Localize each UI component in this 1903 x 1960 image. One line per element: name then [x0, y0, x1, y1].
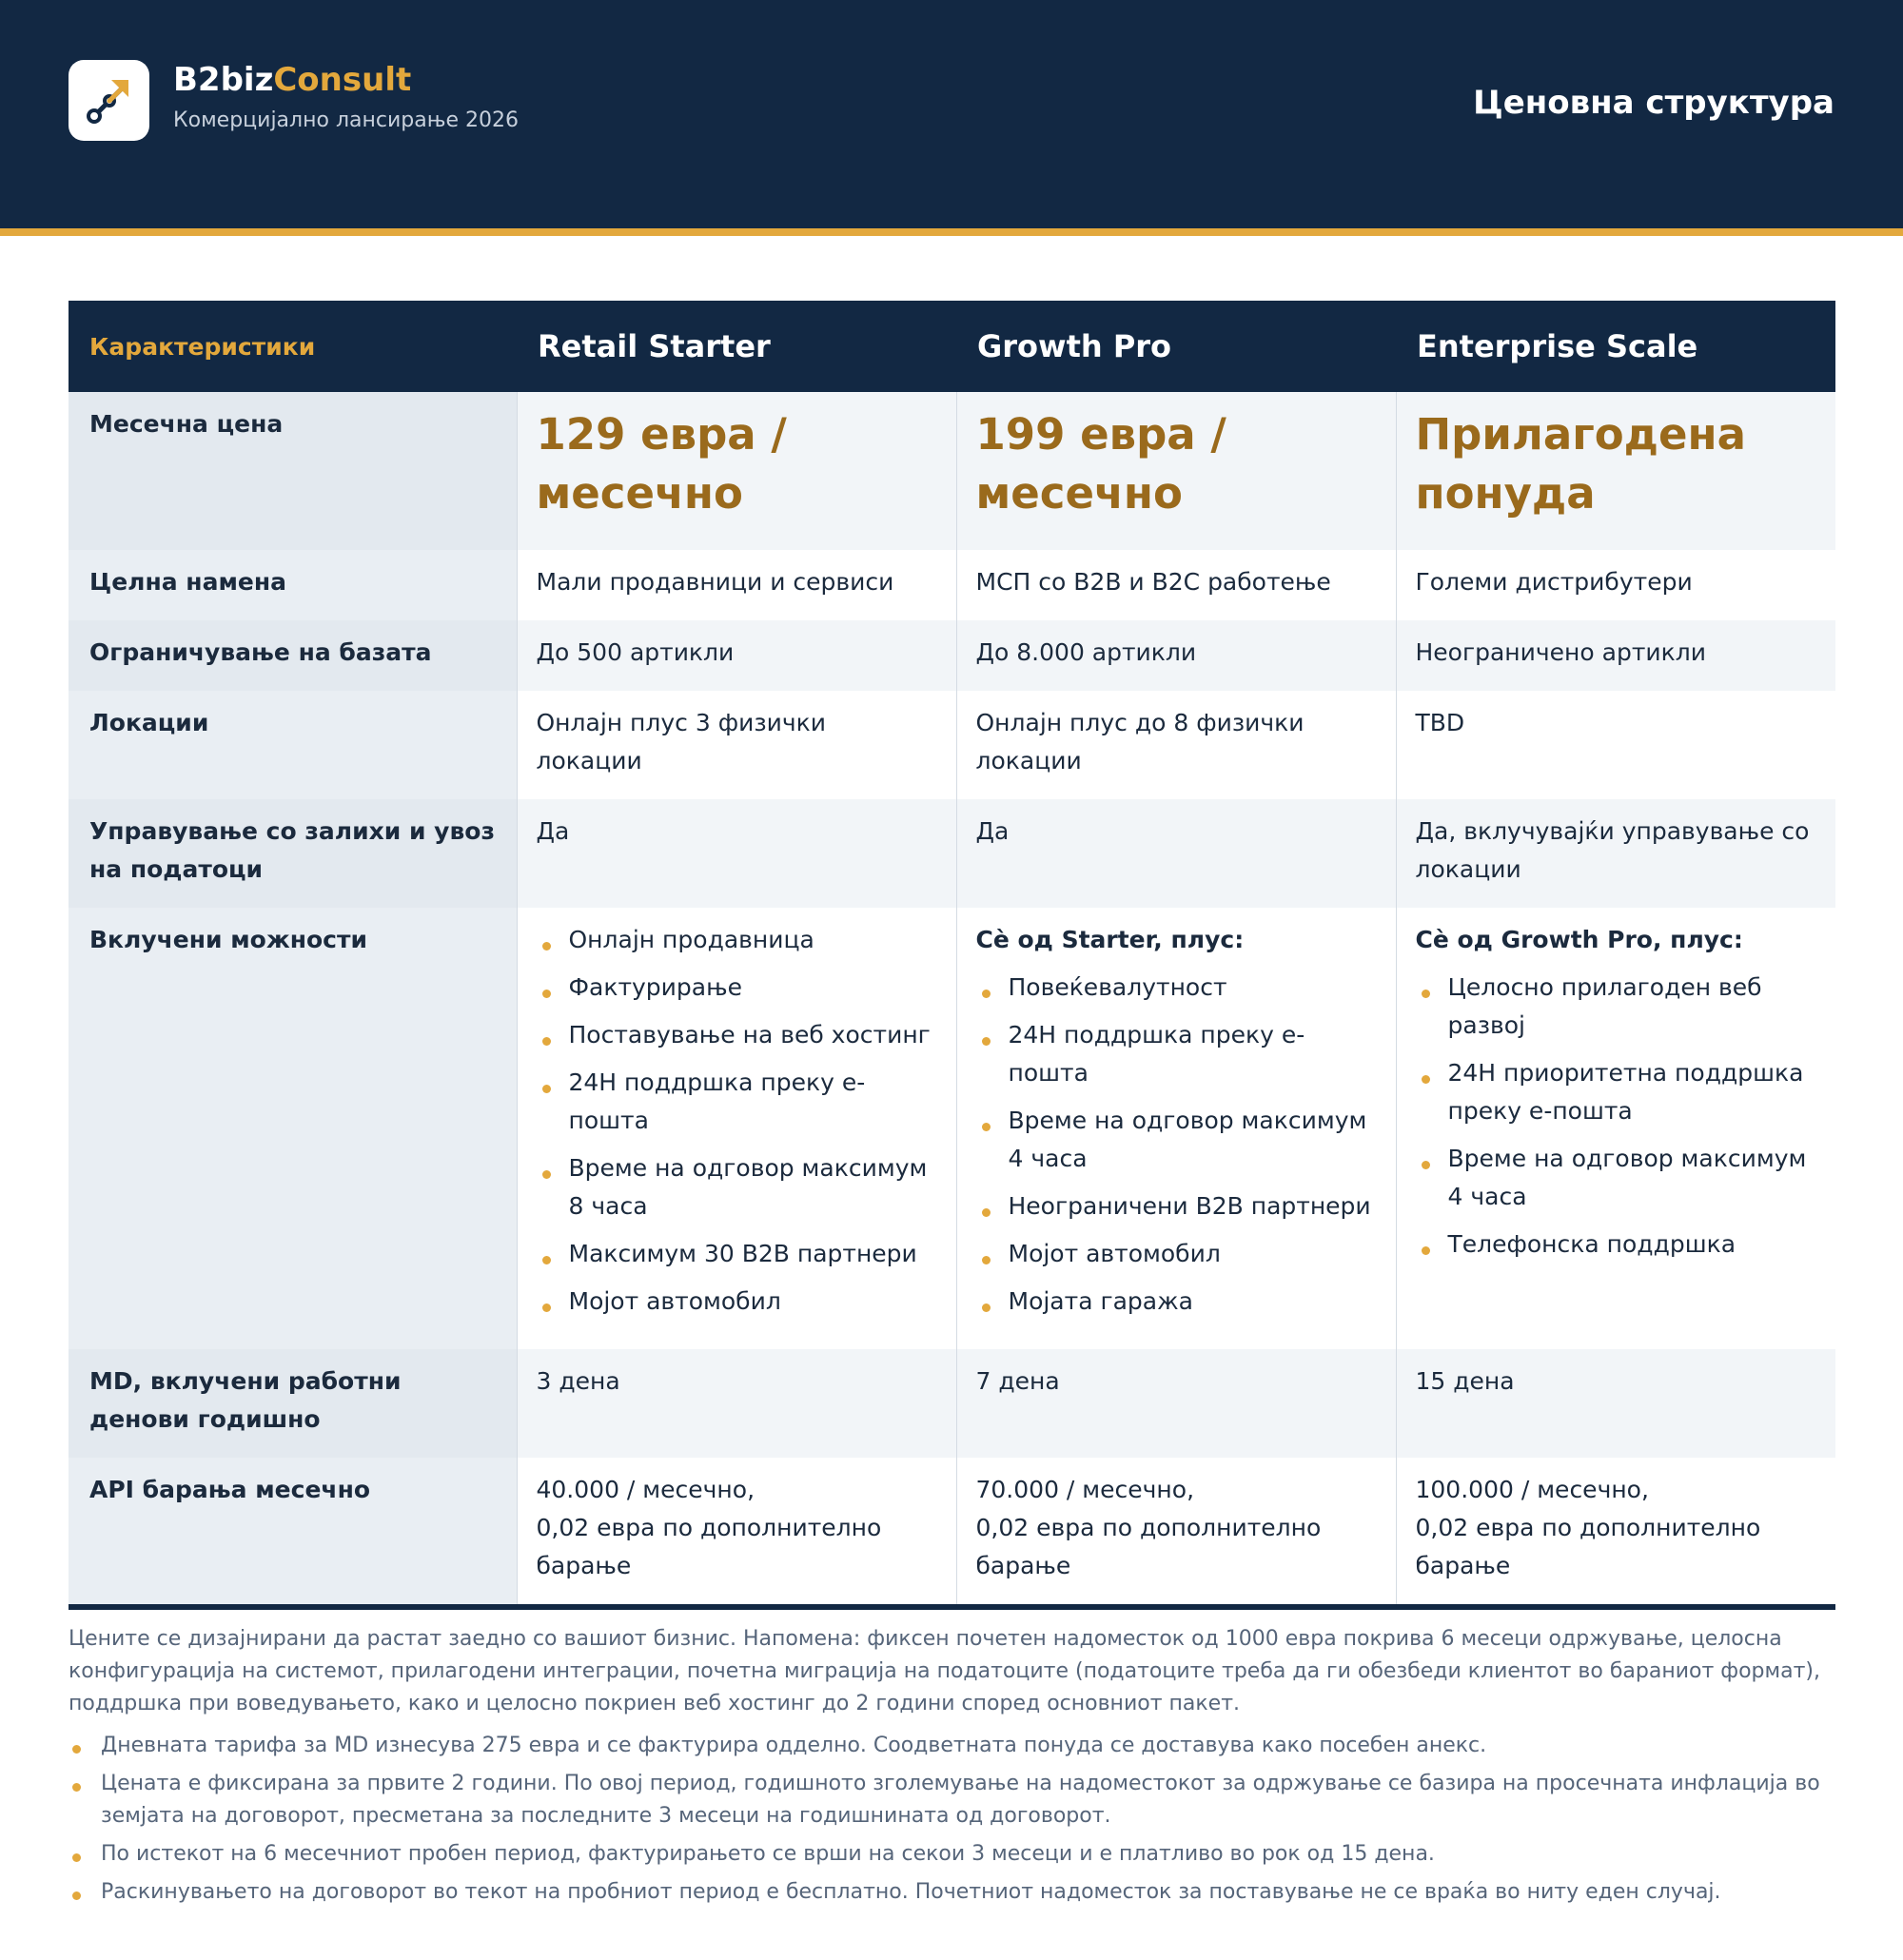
- column-header-features: Карактеристики: [69, 301, 517, 392]
- feature-list-starter: [537, 921, 937, 1321]
- table-row-inventory: [69, 799, 1835, 908]
- feature-list-intro: Сè од Growth Pro, плус:: [1415, 926, 1743, 953]
- page-title: Ценовна структура: [1473, 84, 1834, 122]
- price-value: Прилагодена понуда: [1415, 409, 1746, 519]
- pricing-table-wrapper: [69, 301, 1835, 1610]
- table-row-md-days: [69, 1349, 1835, 1458]
- api-quota: 40.000 / месечно,: [536, 1476, 755, 1503]
- list-item: Мојот автомобил: [537, 1283, 937, 1321]
- list-item: Поставување на веб хостинг: [537, 1016, 937, 1054]
- list-item: Повеќевалутност: [976, 969, 1377, 1007]
- row-label: Вклучени можности: [69, 908, 517, 1349]
- api-overage: 0,02 евра по дополнително барање: [1415, 1514, 1761, 1579]
- pricing-table: [69, 301, 1835, 1610]
- column-header-retail-starter: Retail Starter: [517, 301, 956, 392]
- table-cell: 7 дена: [956, 1349, 1396, 1458]
- table-header-row: [69, 301, 1835, 392]
- table-row-locations: [69, 691, 1835, 799]
- list-item: Раскинувањето на договорот во текот на пробниот период е бесплатно. Почетниот надоместок за поставување не се враќа во ниту еден случај.: [69, 1876, 1835, 1909]
- price-cell-growth: [956, 392, 1396, 550]
- table-row-price: [69, 392, 1835, 550]
- features-cell-growth: [956, 908, 1396, 1349]
- feature-list-intro: Сè од Starter, плус:: [975, 926, 1245, 953]
- table-cell: До 500 артикли: [517, 620, 956, 691]
- api-cell-starter: [517, 1458, 956, 1607]
- price-cell-enterprise: [1396, 392, 1835, 550]
- row-label: API барања месечно: [69, 1458, 517, 1607]
- brand-name-prefix: B2biz: [173, 61, 274, 99]
- table-cell: Мали продавници и сервиси: [517, 550, 956, 620]
- list-item: Фактурирање: [537, 969, 937, 1007]
- price-value: 199 евра / месечно: [975, 409, 1226, 519]
- row-label: Месечна цена: [69, 392, 517, 550]
- api-cell-growth: [956, 1458, 1396, 1607]
- list-item: Цената е фиксирана за првите 2 години. По овој период, годишното зголемување на надоместокот за одржување се базира на просечната инфлација во земјата на договорот, пресметана за последните 3 месеци на годишнината од договорот.: [69, 1768, 1835, 1833]
- list-item: По истекот на 6 месечниот пробен период, фактурирањето се врши на секои 3 месеци и е платливо во рок од 15 дена.: [69, 1838, 1835, 1871]
- brand-logo: [69, 60, 149, 141]
- page-header: [0, 0, 1903, 236]
- api-overage: 0,02 евра по дополнително барање: [536, 1514, 882, 1579]
- list-item: Онлајн продавница: [537, 921, 937, 959]
- list-item: Време на одговор максимум 4 часа: [1416, 1140, 1817, 1216]
- api-quota: 70.000 / месечно,: [975, 1476, 1195, 1503]
- features-cell-starter: [517, 908, 956, 1349]
- table-cell: Големи дистрибутери: [1396, 550, 1835, 620]
- table-cell: До 8.000 артикли: [956, 620, 1396, 691]
- list-item: Време на одговор максимум 4 часа: [976, 1102, 1377, 1178]
- list-item: Максимум 30 B2B партнери: [537, 1235, 937, 1273]
- feature-list-enterprise: [1416, 969, 1817, 1264]
- table-row-api: [69, 1458, 1835, 1607]
- list-item: 24H поддршка преку е-пошта: [976, 1016, 1377, 1092]
- table-row-features: [69, 908, 1835, 1349]
- brand-name-suffix: Consult: [273, 61, 412, 99]
- list-item: Целосно прилагоден веб развој: [1416, 969, 1817, 1045]
- list-item: Дневната тарифа за MD изнесува 275 евра и се фактурира одделно. Соодветната понуда се доставува како посебен анекс.: [69, 1730, 1835, 1762]
- row-label: MD, вклучени работни денови годишно: [69, 1349, 517, 1458]
- list-item: Телефонска поддршка: [1416, 1225, 1817, 1264]
- table-row-db-limit: [69, 620, 1835, 691]
- brand-subtitle: Комерцијално лансирање 2026: [173, 108, 519, 132]
- list-item: Време на одговор максимум 8 часа: [537, 1149, 937, 1225]
- list-item: Мојата гаража: [976, 1283, 1377, 1321]
- column-header-growth-pro: Growth Pro: [956, 301, 1396, 392]
- list-item: Мојот автомобил: [976, 1235, 1377, 1273]
- notes-intro: Цените се дизајнирани да растат заедно со вашиот бизнис. Напомена: фиксен почетен надоместок од 1000 евра покрива 6 месеци одржување, целосна конфигурација на системот, прилагодени интеграции, почетна миграција на податоците (податоците треба да ги обезбеди клиентот во бараниот формат), поддршка при воведувањето, како и целосно покриен веб хостинг до 2 години според основниот пакет.: [69, 1627, 1820, 1715]
- list-item: 24H поддршка преку е-пошта: [537, 1064, 937, 1140]
- table-cell: Неограничено артикли: [1396, 620, 1835, 691]
- api-overage: 0,02 евра по дополнително барање: [975, 1514, 1322, 1579]
- row-label: Управување со залихи и увоз на податоци: [69, 799, 517, 908]
- table-cell: Онлајн плус до 8 физички локации: [956, 691, 1396, 799]
- table-cell: Да: [956, 799, 1396, 908]
- row-label: Целна намена: [69, 550, 517, 620]
- table-row-target: [69, 550, 1835, 620]
- table-cell: 3 дена: [517, 1349, 956, 1458]
- brand-name: [173, 61, 411, 99]
- table-cell: TBD: [1396, 691, 1835, 799]
- table-cell: Да, вклучувајќи управување со локации: [1396, 799, 1835, 908]
- table-cell: МСП со B2B и B2C работење: [956, 550, 1396, 620]
- notes-list: [69, 1730, 1835, 1909]
- column-header-enterprise-scale: Enterprise Scale: [1396, 301, 1835, 392]
- feature-list-growth: [976, 969, 1377, 1321]
- list-item: 24H приоритетна поддршка преку е-пошта: [1416, 1054, 1817, 1130]
- row-label: Ограничување на базата: [69, 620, 517, 691]
- features-cell-enterprise: [1396, 908, 1835, 1349]
- table-cell: Да: [517, 799, 956, 908]
- footer-notes: [69, 1623, 1835, 1914]
- api-quota: 100.000 / месечно,: [1415, 1476, 1649, 1503]
- table-cell: Онлајн плус 3 физички локации: [517, 691, 956, 799]
- api-cell-enterprise: [1396, 1458, 1835, 1607]
- list-item: Неограничени B2B партнери: [976, 1187, 1377, 1225]
- price-cell-starter: [517, 392, 956, 550]
- row-label: Локации: [69, 691, 517, 799]
- growth-arrow-icon: [81, 70, 138, 131]
- price-value: 129 евра / месечно: [536, 409, 787, 519]
- table-cell: 15 дена: [1396, 1349, 1835, 1458]
